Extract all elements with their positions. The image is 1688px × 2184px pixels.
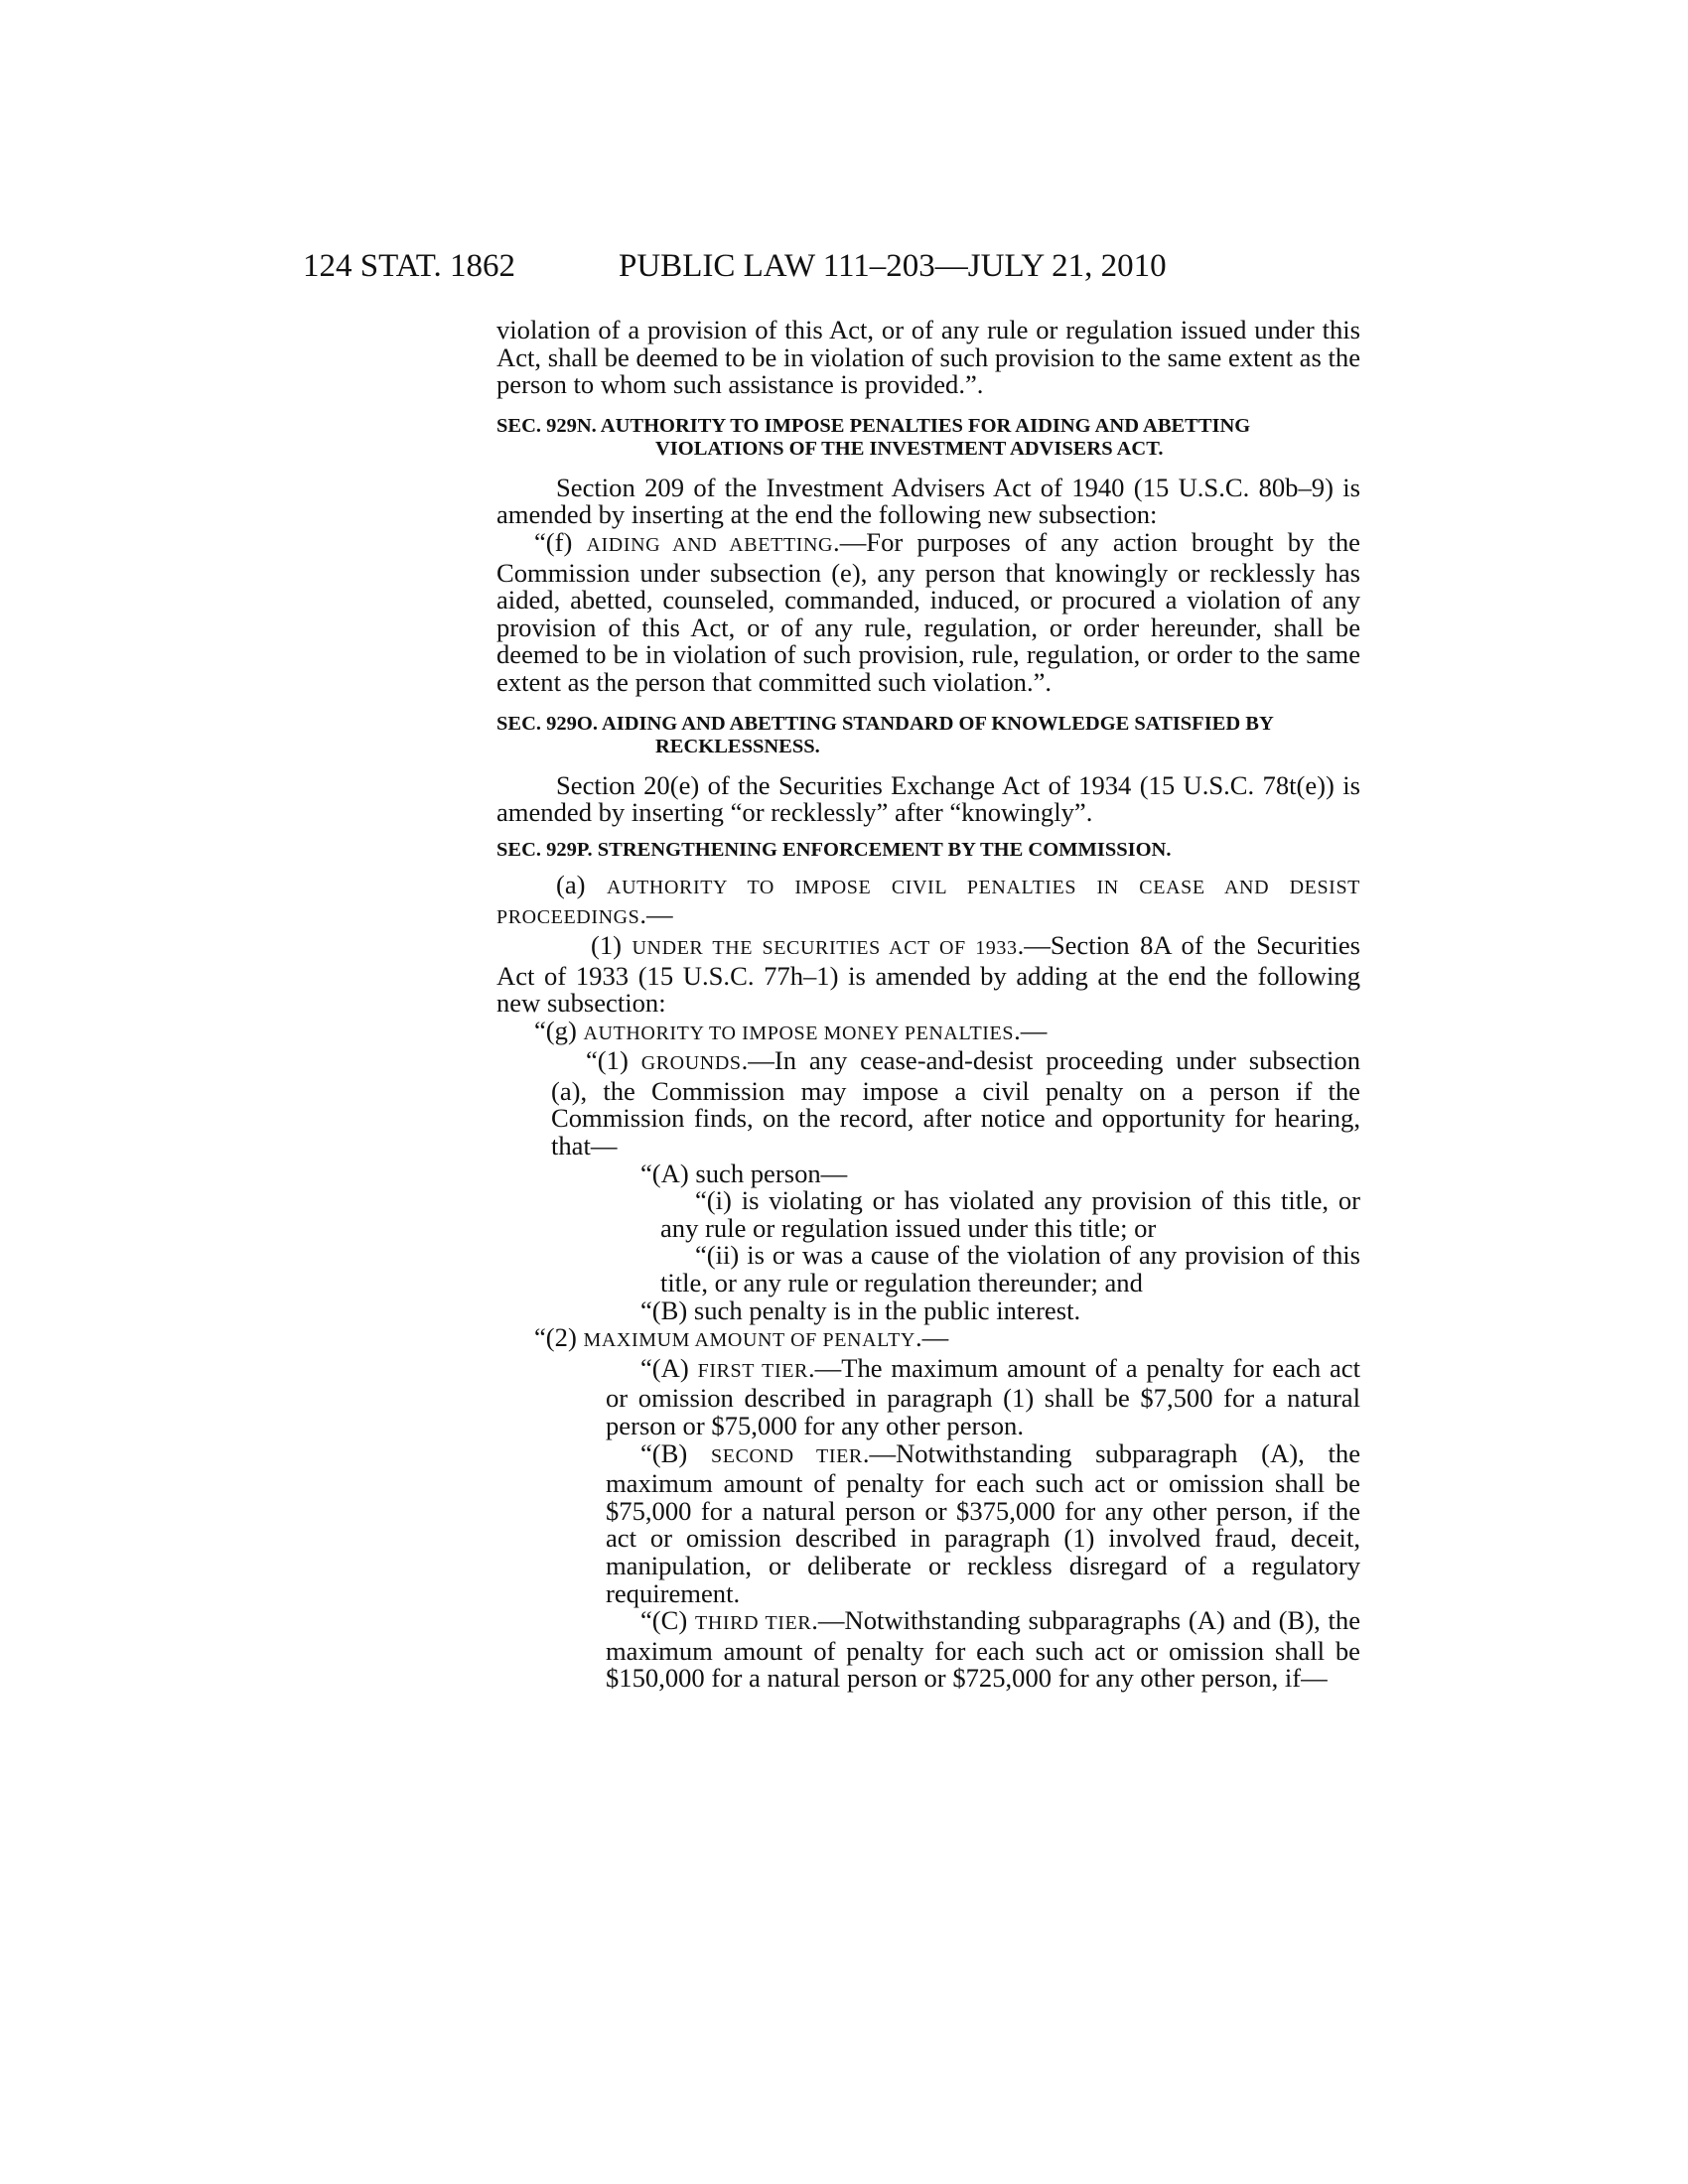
paragraph-g2-prefix: “(2)	[534, 1322, 577, 1353]
paragraph-g1-prefix: “(1)	[586, 1045, 629, 1076]
subsection-a-prefix: (a)	[556, 869, 586, 899]
subparagraph-g2a-prefix: “(A)	[640, 1352, 689, 1383]
subparagraph-g1b: “(B) such penalty is in the public interest.	[640, 1295, 1081, 1325]
subsection-a-title: AUTHORITY TO IMPOSE CIVIL PENALTIES IN CEASE AND DESIST PROCEEDINGS	[496, 876, 1360, 929]
subparagraph-g2a	[496, 1352, 1360, 1440]
subsection-f-text: .—For purposes of any action brought by the Commission under subsection (e), any person that knowingly or recklessly has aided, abetted, counseled, commanded, induced, or procured a violation of any provision of this Act, or of any rule, regulation, or order hereunder, shall be deemed to be in violation of such provision, rule, regulation, or order to the same extent as the person that committed such violation.”.	[496, 526, 1360, 697]
clause-g1a-i: “(i) is violating or has violated any provision of this title, or any rule or regulation issued under this title; or	[660, 1185, 1360, 1243]
subsection-g-heading	[496, 1015, 1360, 1048]
public-law-reference: PUBLIC LAW 111–203—JULY 21, 2010	[619, 248, 1167, 284]
section-929n-heading: SEC. 929N. AUTHORITY TO IMPOSE PENALTIES FOR AIDING AND ABETTING VIOLATIONS OF THE INVESTMENT ADVISERS ACT.	[496, 414, 1251, 460]
paragraph-g2-heading	[496, 1324, 1360, 1355]
statute-text	[496, 317, 1360, 1693]
section-929o-text: Section 20(e) of the Securities Exchange Act of 1934 (15 U.S.C. 78t(e)) is amended by inserting “or recklessly” after “knowingly”.	[496, 769, 1360, 828]
subparagraph-g2c-heading: THIRD TIER	[695, 1612, 812, 1635]
section-929o-heading: SEC. 929O. AIDING AND ABETTING STANDARD OF KNOWLEDGE SATISFIED BY RECKLESSNESS.	[496, 712, 1273, 757]
section-929n-intro: Section 209 of the Investment Advisers Act of 1940 (15 U.S.C. 80b–9) is amended by inserting at the end the following new subsection:	[496, 472, 1360, 530]
subsection-f-heading: AIDING AND ABETTING	[586, 533, 834, 556]
paragraph-g1-text: .—In any cease-and-desist proceeding under subsection (a), the Commission may impose a civil penalty on a person if the Commission finds, on the record, after notice and opportunity for hearing, that—	[551, 1045, 1360, 1161]
subparagraph-g2a-heading: FIRST TIER	[697, 1359, 808, 1382]
subparagraph-g2c-prefix: “(C)	[640, 1605, 688, 1636]
subsection-g-title: AUTHORITY TO IMPOSE MONEY PENALTIES	[583, 1022, 1015, 1044]
subparagraph-g2c-text: .—Notwithstanding subparagraphs (A) and (B), the maximum amount of penalty for each such act or omission shall be $150,000 for a natural person or $725,000 for any other person, if—	[606, 1605, 1360, 1694]
subparagraph-g2b	[496, 1437, 1360, 1608]
paragraph-g2-dash: .—	[914, 1322, 949, 1353]
paragraph-g1-heading: GROUNDS	[640, 1052, 742, 1075]
subsection-f-prefix: “(f)	[534, 526, 573, 557]
paragraph-a1-prefix: (1)	[591, 929, 623, 960]
paragraph-g1	[496, 1047, 1360, 1160]
paragraph-g2-title: MAXIMUM AMOUNT OF PENALTY	[583, 1329, 915, 1352]
subparagraph-g2b-heading: SECOND TIER	[711, 1444, 863, 1467]
page-header	[303, 246, 1365, 286]
section-929p-heading: SEC. 929P. STRENGTHENING ENFORCEMENT BY THE COMMISSION.	[496, 838, 1172, 861]
paragraph-a1	[496, 929, 1360, 1019]
subparagraph-g2b-text: .—Notwithstanding subparagraph (A), the maximum amount of penalty for each such act or omission shall be $75,000 for a natural person or $375,000 for any other person, if the act or omission described in paragraph (1) involved fraud, deceit, manipulation, or deliberate or reckless disregard of a regulatory requirement.	[606, 1437, 1360, 1608]
subparagraph-g2a-text: .—The maximum amount of a penalty for each act or omission described in paragraph (1) shall be $7,500 for a natural person or $75,000 for any other person.	[606, 1352, 1360, 1440]
paragraph-a1-text: .—Section 8A of the Securities Act of 1933 (15 U.S.C. 77h–1) is amended by adding at the end the following new subsection:	[496, 929, 1360, 1019]
paragraph-a1-heading: UNDER THE SECURITIES ACT OF 1933	[632, 936, 1018, 959]
subparagraph-g2b-prefix: “(B)	[640, 1437, 688, 1468]
subparagraph-g2c	[496, 1607, 1360, 1693]
clause-g1a-ii: “(ii) is or was a cause of the violation of any provision of this title, or any rule or regulation thereunder; and	[660, 1240, 1360, 1298]
subsection-f-paragraph	[496, 526, 1360, 697]
subsection-a-dash: .—	[639, 899, 673, 930]
stat-page-reference: 124 STAT. 1862	[303, 248, 516, 284]
subparagraph-g1a: “(A) such person—	[640, 1158, 848, 1188]
subsection-a-heading	[496, 869, 1360, 932]
subsection-g-dash: .—	[1014, 1015, 1048, 1045]
continued-paragraph: violation of a provision of this Act, or of any rule or regulation issued under this Act, shall be deemed to be in violation of such provision to the same extent as the person to whom such assistance is provided.”.	[496, 315, 1360, 400]
subsection-g-prefix: “(g)	[534, 1015, 577, 1045]
